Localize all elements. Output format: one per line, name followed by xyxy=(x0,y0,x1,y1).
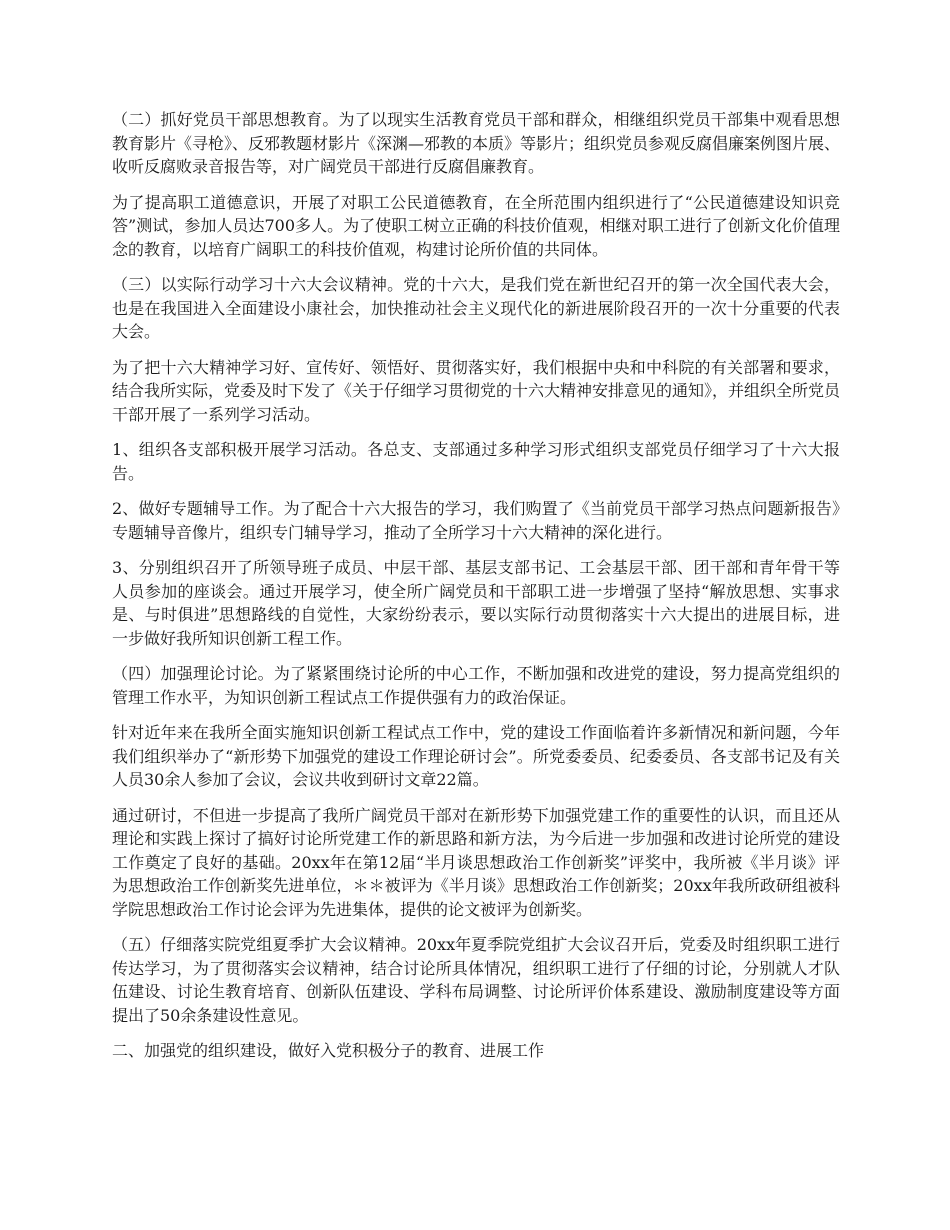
paragraph-study-arrangement: 为了把十六大精神学习好、宣传好、领悟好、贯彻落实好，我们根据中央和中科院的有关部署和要求，结合我所实际，党委及时下发了《关于仔细学习贯彻党的十六大精神安排意见的通知》，并组织全所党员干部开展了一系列学习活动。 xyxy=(112,357,841,424)
paragraph-item-2: 2、做好专题辅导工作。为了配合十六大报告的学习，我们购置了《当前党员干部学习热点问题新报告》专题辅导音像片，组织专门辅导学习，推动了全所学习十六大精神的深化进行。 xyxy=(112,499,840,542)
paragraph-sixteenth-congress-study: （三）以实际行动学习十六大会议精神。党的十六大，是我们党在新世纪召开的第一次全国代表大会，也是在我国进入全面建设小康社会，加快推动社会主义现代化的新进展阶段召开的一次十分重要的代表大会。 xyxy=(112,275,840,341)
paragraph-item-3: 3、分别组织召开了所领导班子成员、中层干部、基层支部书记、工会基层干部、团干部和青年骨干等人员参加的座谈会。通过开展学习，使全所广阔党员和干部职工进一步增强了坚持“解放思想、实事求是、与时俱进”思想路线的自觉性，大家纷纷表示，要以实际行动贯彻落实十六大提出的进展目标，进一步做好我所知识创新工程工作。 xyxy=(112,558,840,648)
section-heading-organization-building: 二、加强党的组织建设，做好入党积极分子的教育、进展工作 xyxy=(112,1041,545,1060)
paragraph-seminar-results: 通过研讨，不但进一步提高了我所广阔党员干部对在新形势下加强党建工作的重要性的认识，而且还从理论和实践上探讨了搞好讨论所党建工作的新思路和新方法，为今后进一步加强和改进讨论所党的建设工作奠定了良好的基础。20xx年在第12届“半月谈思想政治工作创新奖”评奖中，我所被《半月谈》评为思想政治工作创新奖先进单位，＊＊被评为《半月谈》思想政治工作创新奖；20xx年我所政研组被科学院思想政治工作讨论会评为先进集体，提供的论文被评为创新奖。 xyxy=(112,805,840,919)
paragraph-summer-meeting: （五）仔细落实院党组夏季扩大会议精神。20xx年夏季院党组扩大会议召开后，党委及时组织职工进行传达学习，为了贯彻落实会议精神，结合讨论所具体情况，组织职工进行了仔细的讨论，分别就人才队伍建设、讨论生教育培育、创新队伍建设、学科布局调整、讨论所评价体系建设、激励制度建设等方面提出了50余条建设性意见。 xyxy=(112,935,840,1025)
paragraph-seminar: 针对近年来在我所全面实施知识创新工程试点工作中，党的建设工作面临着许多新情况和新问题，今年我们组织举办了“新形势下加强党的建设工作理论研讨会”。所党委委员、纪委委员、各支部书记及有关人员30余人参加了会议，会议共收到研讨文章22篇。 xyxy=(112,723,840,789)
paragraph-theory-discussion: （四）加强理论讨论。为了紧紧围绕讨论所的中心工作，不断加强和改进党的建设，努力提高党组织的管理工作水平，为知识创新工程试点工作提供强有力的政治保证。 xyxy=(112,664,840,707)
paragraph-item-1: 1、组织各支部积极开展学习活动。各总支、支部通过多种学习形式组织支部党员仔细学习了十六大报告。 xyxy=(112,440,840,483)
paragraph-staff-moral-education: 为了提高职工道德意识，开展了对职工公民道德教育，在全所范围内组织进行了“公民道德建设知识竞答”测试，参加人员达700多人。为了使职工树立正确的科技价值观，相继对职工进行了创新文化价值理念的教育，以培育广阔职工的科技价值观，构建讨论所价值的共同体。 xyxy=(112,192,840,259)
document-body xyxy=(112,108,840,1075)
paragraph-party-cadre-education: （二）抓好党员干部思想教育。为了以现实生活教育党员干部和群众，相继组织党员干部集中观看思想教育影片《寻枪》、反邪教题材影片《深渊—邪教的本质》等影片；组织党员参观反腐倡廉案例图片展、收听反腐败录音报告等，对广阔党员干部进行反腐倡廉教育。 xyxy=(112,110,841,176)
